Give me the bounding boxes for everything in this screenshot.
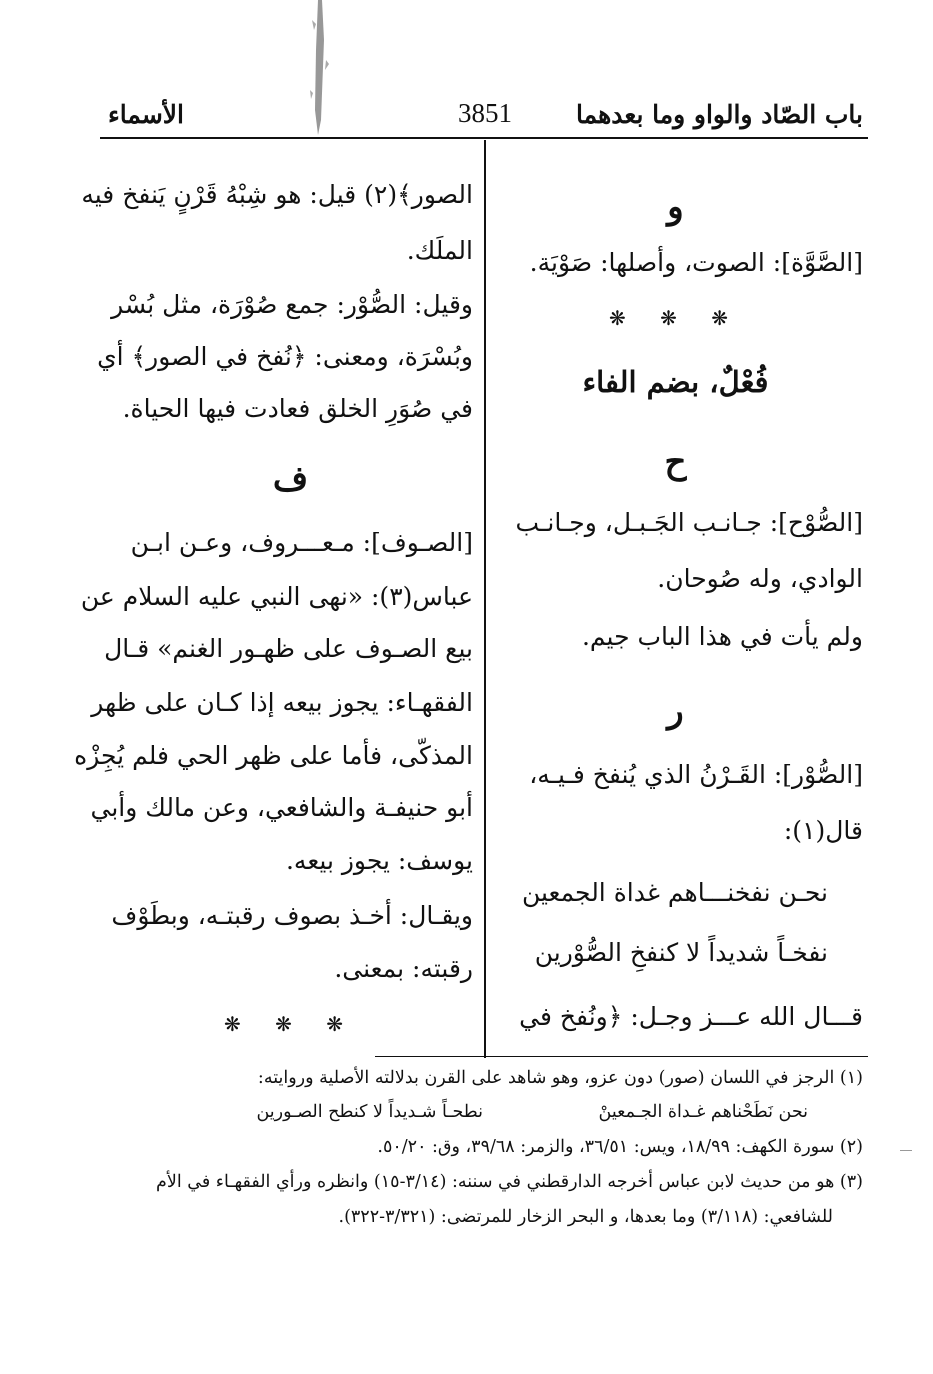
left-text-line: يوسف: يجوز بيعه. <box>285 846 473 875</box>
left-text-line: أبو حنيفـة والشافعي، وعن مالك وأبي <box>90 793 473 822</box>
poem-verse: نفخـاً شديداً لا كنفخِ الصُّوْرين <box>534 938 828 967</box>
right-text-line: [الصَّوَّة]: الصوت، وأصلها: صَوْيَة. <box>529 248 863 277</box>
section-separator-stars: ❋ ❋ ❋ <box>609 306 742 330</box>
footnote-3-continuation: للشافعي: (٣/١١٨) وما بعدها، و البحر الزخار للمرتضى: (٣/٣٢١-٣٢٢). <box>338 1207 833 1227</box>
left-text-line: بيع الصـوف على ظهـور الغنم» قـال <box>104 634 473 663</box>
right-text-line: [الصُّوْر]: القَـرْنُ الذي يُنفخ فـيـه، <box>529 760 863 789</box>
footnote-1-verse-second-half: نطحـاً شـديداً لا كنطح الصـورين <box>256 1102 483 1122</box>
margin-tick <box>900 1150 912 1151</box>
column-divider <box>484 140 486 1058</box>
left-text-line: المذكّى، فأما على ظهر الحي فلم يُجِزْه <box>74 741 473 770</box>
right-text-line: الوادي، وله صُوحان. <box>657 564 863 593</box>
left-text-line: الصور﴾(٢) قيل: هو شِبْهُ قَرْنٍ يَنفخ فيه <box>81 180 473 209</box>
right-text-line: ولم يأت في هذا الباب جيم. <box>581 622 863 651</box>
section-letter-waw: و <box>667 187 684 227</box>
left-text-line: رقبته: بمعنى. <box>334 954 473 983</box>
left-text-line: في صُوَرِ الخلق فعادت فيها الحياة. <box>122 394 473 423</box>
scan-smudge-mark <box>300 0 340 150</box>
left-text-line: [الصـوف]: مـعـــروف، وعـن ابـن <box>130 528 473 557</box>
page-number: 3851 <box>458 98 512 128</box>
section-heading: فُعْلٌ، بضم الفاء <box>582 365 769 399</box>
left-text-line: ويقـال: أخـذ بصوف رقبتـه، وبطَوْف <box>111 901 473 930</box>
footnote-rule <box>375 1056 868 1057</box>
section-letter-ra: ر <box>667 691 684 731</box>
running-title-right: باب الصّاد والواو وما بعدهما <box>576 100 863 129</box>
left-text-line: وقيل: الصُّوْر: جمع صُوْرَة، مثل بُسْر <box>111 290 473 319</box>
section-letter-ha: ح <box>664 442 687 482</box>
footnote-3: (٣) هو من حديث لابن عباس أخرجه الدارقطني في سننه: (٣/١٤-١٥) وانظره ورأي الفقهـاء في الأم <box>156 1172 863 1192</box>
poem-verse: نحـن نفخنـــاهم غداة الجمعين <box>521 878 828 907</box>
section-letter-fa: ف <box>272 459 309 499</box>
footnote-1: (١) الرجز في اللسان (صور) دون عزو، وهو شاهد على القرن بدلالته الأصلية وروايته: <box>257 1068 863 1088</box>
running-title-left: الأسماء <box>108 100 184 129</box>
section-separator-stars: ❋ ❋ ❋ <box>224 1012 357 1036</box>
left-text-line: وبُسْرَة، ومعنى: ﴿نُفخ في الصور﴾ أي <box>97 342 473 371</box>
right-text-line: [الصُّوْح]: جـانـب الجَـبـل، وجـانـب <box>515 508 863 537</box>
left-text-line: عباس(٣): «نهى النبي عليه السلام عن <box>80 582 473 611</box>
footnote-2: (٢) سورة الكهف: ١٨/٩٩، ويس: ٣٦/٥١، والزمر: ٣٩/٦٨، وق: ٥٠/٢٠. <box>377 1137 863 1157</box>
header-rule <box>100 137 868 139</box>
right-text-line: قـــال الله عـــز وجـل: ﴿ونُفخ في <box>519 1002 863 1031</box>
footnote-1-verse-first-half: نحن نَطَحْناهم غـداة الجـمعينْ <box>598 1102 808 1122</box>
left-text-line: الفقهـاء: يجوز بيعه إذا كـان على ظهر <box>91 688 473 717</box>
left-text-line: الملَك. <box>406 236 473 265</box>
right-text-line: قال(١): <box>783 816 863 845</box>
